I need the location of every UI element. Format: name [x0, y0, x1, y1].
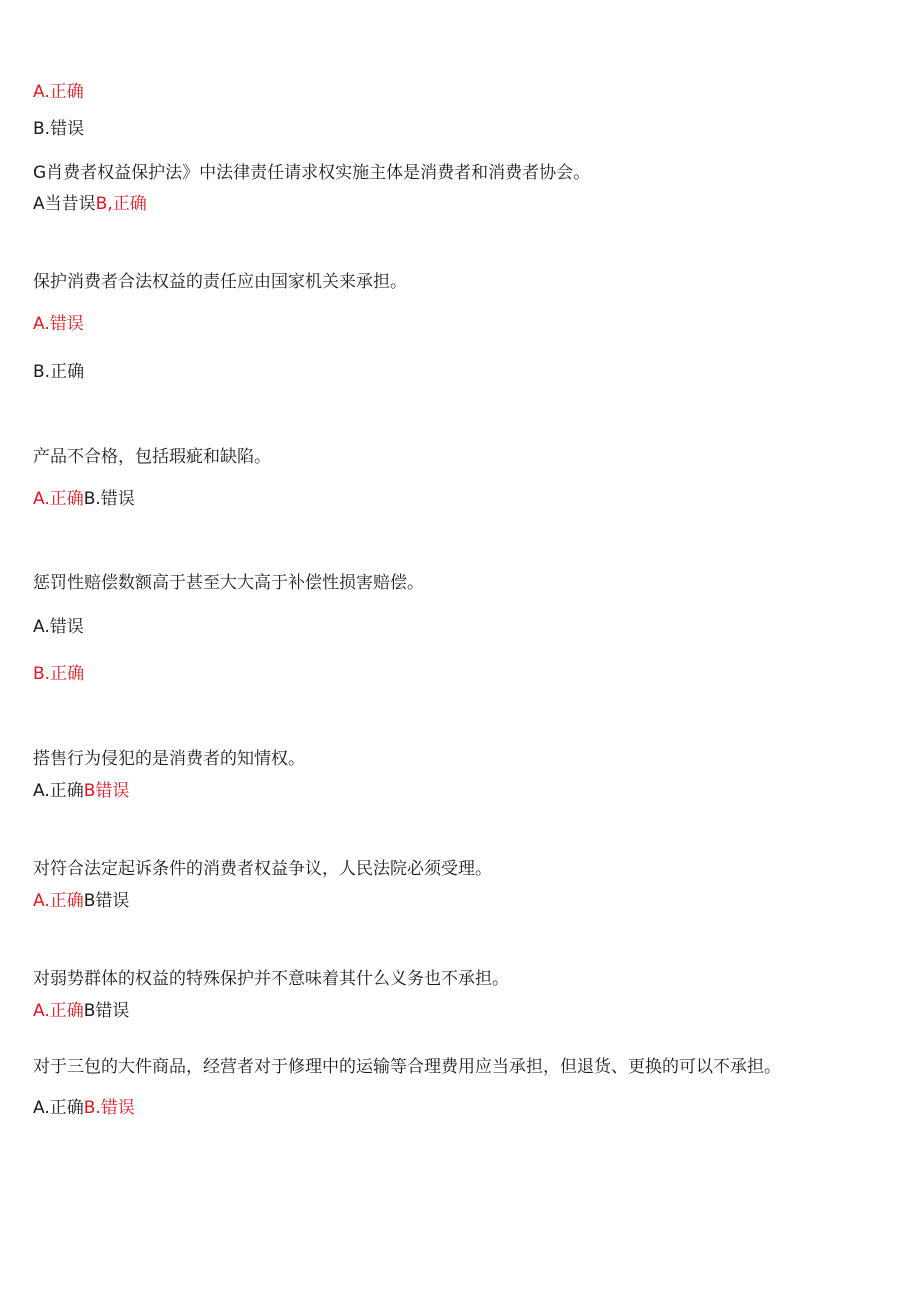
question-text: 惩罚性赔偿数额高于甚至大大高于补偿性损害赔偿。: [33, 573, 424, 593]
question-text: 对于三包的大件商品，经营者对于修理中的运输等合理费用应当承担，但退货、更换的可以不承担。: [33, 1057, 781, 1077]
options-line: [33, 780, 129, 802]
answer-option: A.正确: [33, 781, 84, 801]
answer-option: B.错误: [33, 119, 85, 139]
answer-option: B.正确: [33, 664, 85, 684]
options-line: [33, 1097, 135, 1119]
answer-option: A当昔误: [33, 194, 96, 214]
options-line: [33, 488, 135, 510]
question-text: G肖费者权益保护法》中法律责任请求权实施主体是消费者和消费者协会。: [33, 163, 591, 183]
answer-option: A.正确: [33, 891, 84, 911]
answer-option: B错误: [83, 781, 130, 801]
answer-option: B.正确: [33, 362, 85, 382]
answer-option: B,正确: [95, 194, 147, 214]
options-line: [33, 193, 147, 215]
answer-option: A.错误: [33, 314, 84, 334]
answer-option: B错误: [83, 891, 130, 911]
options-line: [33, 1000, 129, 1022]
answer-option: A.正确: [33, 489, 84, 509]
answer-option: A.正确: [33, 1001, 84, 1021]
answer-option: A.错误: [33, 617, 84, 637]
question-text: 搭售行为侵犯的是消费者的知情权。: [33, 749, 305, 769]
answer-option: B.错误: [83, 489, 135, 509]
answer-option: B错误: [83, 1001, 130, 1021]
answer-option: A.正确: [33, 82, 84, 102]
answer-option: B.错误: [83, 1098, 135, 1118]
question-text: 对弱势群体的权益的特殊保护并不意味着其什么义务也不承担。: [33, 969, 509, 989]
answer-option: A.正确: [33, 1098, 84, 1118]
question-text: 保护消费者合法权益的责任应由国家机关来承担。: [33, 272, 407, 292]
question-text: 产品不合格，包括瑕疵和缺陷。: [33, 447, 271, 467]
options-line: [33, 890, 129, 912]
question-text: 对符合法定起诉条件的消费者权益争议，人民法院必须受理。: [33, 859, 492, 879]
